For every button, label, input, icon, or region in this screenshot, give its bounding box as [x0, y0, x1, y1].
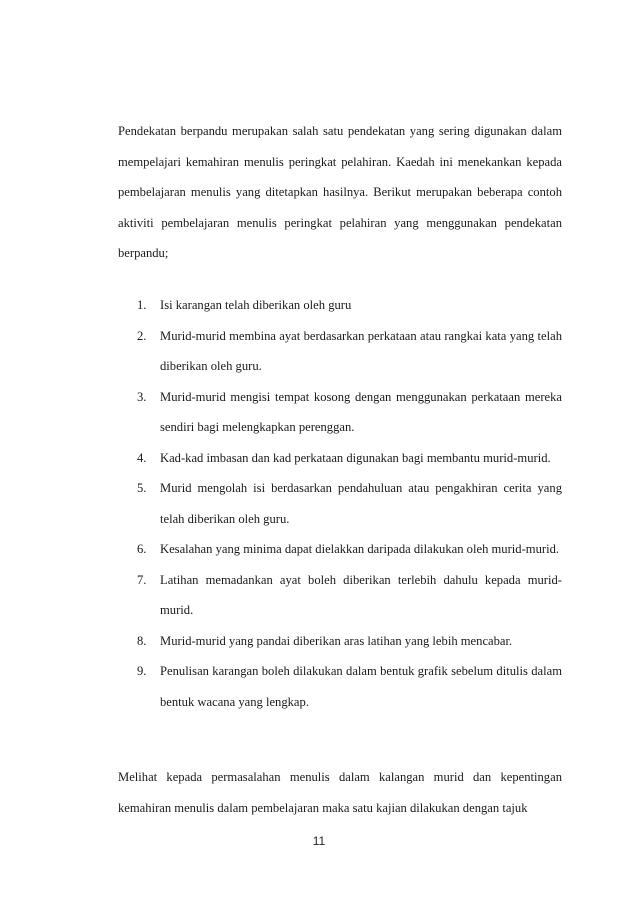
list-item	[118, 321, 562, 382]
list-item	[118, 443, 562, 474]
closing-paragraph: Melihat kepada permasalahan menulis dalam kalangan murid dan kepentingan kemahiran menulis dalam pembelajaran maka satu kajian dilakukan dengan tajuk	[118, 770, 562, 815]
list-item-text: Kad-kad imbasan dan kad perkataan digunakan bagi membantu murid-murid.	[160, 450, 551, 465]
page-number: 11	[312, 834, 326, 848]
list-item	[118, 656, 562, 717]
list-item	[118, 626, 562, 657]
list-item	[118, 534, 562, 565]
list-item-text: Kesalahan yang minima dapat dielakkan daripada dilakukan oleh murid-murid.	[160, 542, 560, 556]
list-item-text: Murid-murid yang pandai diberikan aras latihan yang lebih mencabar.	[160, 633, 513, 648]
list-item-number: 9.	[137, 664, 147, 678]
list-item	[118, 290, 562, 321]
list-item-number: 6.	[137, 542, 147, 556]
list-item-number: 8.	[137, 633, 147, 648]
list-item	[118, 382, 562, 443]
list-item-text: Murid-murid membina ayat berdasarkan perkataan atau rangkai kata yang telah diberikan oleh guru.	[160, 328, 562, 373]
list-item-text: Latihan memadankan ayat boleh diberikan terlebih dahulu kepada murid-murid.	[160, 572, 562, 617]
list-item	[118, 565, 562, 626]
list-item-text: Penulisan karangan boleh dilakukan dalam bentuk grafik sebelum ditulis dalam bentuk wacana yang lengkap.	[160, 664, 562, 709]
intro-paragraph: Pendekatan berpandu merupakan salah satu pendekatan yang sering digunakan dalam mempelajari kemahiran menulis peringkat pelahiran. Kaedah ini menekankan kepada pembelajaran menulis yang ditetapkan hasilnya. Berikut merupakan beberapa contoh aktiviti pembelajaran menulis peringkat pelahiran yang menggunakan pendekatan berpandu;	[118, 124, 562, 260]
list-item-number: 5.	[137, 481, 147, 495]
list-item-number: 4.	[137, 450, 147, 465]
list-item-number: 3.	[137, 389, 147, 404]
list-item-number: 2.	[137, 328, 147, 343]
list-item-text: Murid mengolah isi berdasarkan pendahuluan atau pengakhiran cerita yang telah diberikan oleh guru.	[160, 481, 562, 526]
list-item	[118, 473, 562, 534]
activity-list	[118, 290, 562, 717]
list-item-text: Murid-murid mengisi tempat kosong dengan menggunakan perkataan mereka sendiri bagi melengkapkan perenggan.	[160, 389, 562, 434]
list-item-number: 7.	[137, 572, 147, 587]
list-item-text: Isi karangan telah diberikan oleh guru	[160, 298, 352, 312]
list-item-number: 1.	[137, 298, 147, 312]
